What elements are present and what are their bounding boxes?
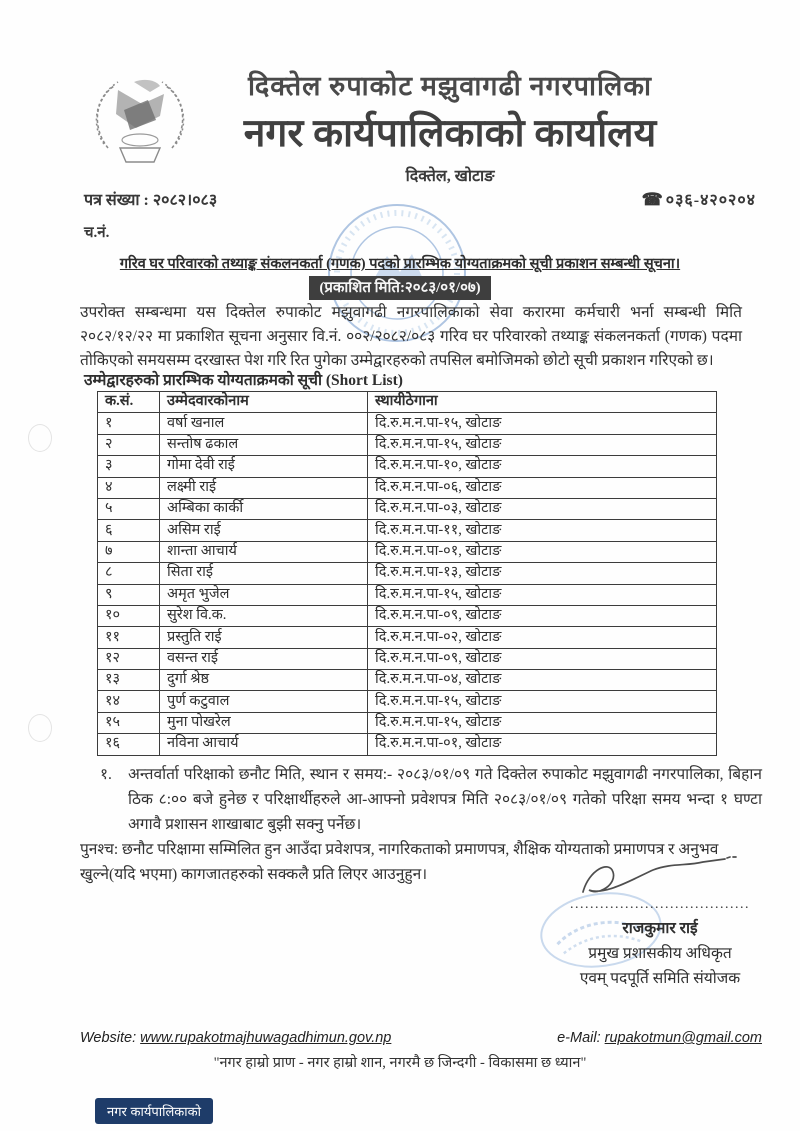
table-cell: लक्ष्मी राई bbox=[160, 477, 368, 498]
table-cell: २ bbox=[98, 434, 160, 455]
signature-line: .................................... bbox=[570, 900, 750, 910]
website: Website: www.rupakotmajhuwagadhimun.gov.np bbox=[80, 1030, 392, 1046]
table-cell: नविना आचार्य bbox=[160, 734, 368, 755]
note-number: १. bbox=[100, 766, 112, 783]
table-cell: दि.रु.म.न.पा-१५, खोटाङ bbox=[368, 691, 717, 712]
table-cell: १ bbox=[98, 413, 160, 434]
footer-links bbox=[80, 1030, 762, 1046]
signature-block bbox=[540, 852, 780, 988]
table-cell: गोमा देवी राई bbox=[160, 456, 368, 477]
table-cell: दुर्गा श्रेष्ठ bbox=[160, 670, 368, 691]
table-cell: पुर्ण कटुवाल bbox=[160, 691, 368, 712]
postscript-note: पुनश्च: छनौट परिक्षामा सम्मिलित हुन आउँदा प्रवेशपत्र, नागरिकताको प्रमाणपत्र, शैक्षिक योग्यताको प्रमाणपत्र र अनुभव खुल्ने(यदि भएमा) कागजातहरुको सक्कलै प्रति लिएर आउनुहुन। bbox=[80, 841, 719, 883]
notice-body: उपरोक्त सम्बन्धमा यस दिक्तेल रुपाकोट मझुवागढी नगरपालिकाको सेवा करारमा कर्मचारी भर्ना सम्बन्धी मिति २०८२/१२/२२ मा प्रकाशित सूचना अनुसार वि.नं. ००२/२०८२/०८३ गरिव घर परिवारको तथ्याङ्क संकलनकर्ता (गणक) पदमा तोकिएको समयसम्म दरखास्त पेश गरि रित पुगेका उम्मेद्वारहरुको तपसिल बमोजिमको छोटो सूची प्रकाशन गरिएको छ। bbox=[80, 304, 742, 369]
letter-number: पत्र संख्या : २०८२।०८३ bbox=[84, 192, 218, 209]
table-cell: १२ bbox=[98, 648, 160, 669]
signature-scribble bbox=[575, 852, 745, 900]
note-item-1 bbox=[100, 762, 762, 837]
website-link[interactable]: www.rupakotmajhuwagadhimun.gov.np bbox=[140, 1030, 392, 1046]
table-row bbox=[98, 648, 717, 669]
phone-number: ☎ ०३६-४२०२०४ bbox=[641, 190, 756, 209]
table-cell: दि.रु.म.न.पा-०९, खोटाङ bbox=[368, 648, 717, 669]
table-row bbox=[98, 605, 717, 626]
table-cell: दि.रु.म.न.पा-०१, खोटाङ bbox=[368, 541, 717, 562]
shortlist-title: उम्मेद्वारहरुको प्रारम्भिक योग्यताक्रमको सूची (Short List) bbox=[84, 372, 403, 389]
email: e-Mail: rupakotmun@gmail.com bbox=[557, 1030, 762, 1046]
table-cell: दि.रु.म.न.पा-१५, खोटाङ bbox=[368, 584, 717, 605]
table-cell: सन्तोष ढकाल bbox=[160, 434, 368, 455]
table-cell: ७ bbox=[98, 541, 160, 562]
table-row bbox=[98, 477, 717, 498]
table-cell: वर्षा खनाल bbox=[160, 413, 368, 434]
table-cell: दि.रु.म.न.पा-१५, खोटाङ bbox=[368, 434, 717, 455]
table-row bbox=[98, 520, 717, 541]
viewer-filename-toast: नगर कार्यपालिकाको bbox=[95, 1098, 213, 1124]
table-cell: दि.रु.म.न.पा-१५, खोटाङ bbox=[368, 712, 717, 733]
ref-number-label: च.नं. bbox=[84, 225, 110, 241]
column-header: उम्मेदवारकोनाम bbox=[160, 392, 368, 413]
table-cell: १० bbox=[98, 605, 160, 626]
office-name: नगर कार्यपालिकाको कार्यालय bbox=[243, 112, 657, 155]
municipality-name: दिक्तेल रुपाकोट मझुवागढी नगरपालिका bbox=[247, 71, 653, 101]
table-row bbox=[98, 712, 717, 733]
column-header: क.सं. bbox=[98, 392, 160, 413]
table-cell: १६ bbox=[98, 734, 160, 755]
table-cell: दि.रु.म.न.पा-१३, खोटाङ bbox=[368, 563, 717, 584]
table-cell: वसन्त राई bbox=[160, 648, 368, 669]
table-cell: दि.रु.म.न.पा-११, खोटाङ bbox=[368, 520, 717, 541]
table-cell: १३ bbox=[98, 670, 160, 691]
table-cell: सुरेश वि.क. bbox=[160, 605, 368, 626]
table-row bbox=[98, 691, 717, 712]
table-cell: १५ bbox=[98, 712, 160, 733]
email-link[interactable]: rupakotmun@gmail.com bbox=[604, 1030, 762, 1046]
table-cell: दि.रु.म.न.पा-०१, खोटाङ bbox=[368, 734, 717, 755]
municipal-slogan: "नगर हाम्रो प्राण - नगर हाम्रो शान, नगरमै छ जिन्दगी - विकासमा छ ध्यान" bbox=[213, 1055, 587, 1071]
table-row bbox=[98, 413, 717, 434]
table-cell: दि.रु.म.न.पा-०४, खोटाङ bbox=[368, 670, 717, 691]
table-cell: दि.रु.म.न.पा-०२, खोटाङ bbox=[368, 627, 717, 648]
table-row bbox=[98, 498, 717, 519]
table-cell: दि.रु.म.न.पा-०३, खोटाङ bbox=[368, 498, 717, 519]
table-cell: ८ bbox=[98, 563, 160, 584]
table-cell: दि.रु.म.न.पा-०९, खोटाङ bbox=[368, 605, 717, 626]
table-cell: प्रस्तुति राई bbox=[160, 627, 368, 648]
office-location: दिक्तेल, खोटाङ bbox=[405, 168, 495, 185]
table-cell: दि.रु.म.न.पा-०६, खोटाङ bbox=[368, 477, 717, 498]
punch-hole bbox=[28, 714, 52, 742]
signatory-title-2: एवम् पदपूर्ति समिति संयोजक bbox=[579, 970, 741, 987]
table-row bbox=[98, 670, 717, 691]
telephone-icon: ☎ bbox=[641, 190, 664, 209]
signatory-title-1: प्रमुख प्रशासकीय अधिकृत bbox=[588, 945, 732, 962]
punch-hole bbox=[28, 424, 52, 452]
table-cell: मुना पोखरेल bbox=[160, 712, 368, 733]
table-cell: ६ bbox=[98, 520, 160, 541]
shortlist-table bbox=[97, 391, 717, 756]
note-text: अन्तर्वार्ता परिक्षाको छनौट मिति, स्थान र समय:- २०८३/०१/०९ गते दिक्तेल रुपाकोट मझुवागढी नगरपालिका, बिहान ठिक ८:०० बजे हुनेछ र परिक्षार्थीहरुले आ-आफ्नो प्रवेशपत्र मिति २०८३/०१/०९ गतेको परिक्षा समय भन्दा १ घण्टा अगावै प्रशासन शाखाबाट बुझी सक्नु पर्नेछ। bbox=[128, 766, 762, 833]
table-cell: ५ bbox=[98, 498, 160, 519]
column-header: स्थायीठेगाना bbox=[368, 392, 717, 413]
table-cell: ९ bbox=[98, 584, 160, 605]
table-cell: अम्बिका कार्की bbox=[160, 498, 368, 519]
table-row bbox=[98, 434, 717, 455]
table-row bbox=[98, 563, 717, 584]
notice-subject: गरिव घर परिवारको तथ्याङ्क संकलनकर्ता (गणक) पदको प्रारम्भिक योग्यताक्रमको सूची प्रकाशन सम्बन्धी सूचना। bbox=[119, 256, 681, 272]
table-row bbox=[98, 456, 717, 477]
table-cell: अमृत भुजेल bbox=[160, 584, 368, 605]
municipal-emblem-logo bbox=[90, 70, 190, 174]
table-row bbox=[98, 584, 717, 605]
signatory-name: राजकुमार राई bbox=[622, 920, 698, 937]
table-cell: दि.रु.म.न.पा-१०, खोटाङ bbox=[368, 456, 717, 477]
table-row bbox=[98, 734, 717, 755]
table-cell: ११ bbox=[98, 627, 160, 648]
table-cell: सिता राई bbox=[160, 563, 368, 584]
published-date-badge: (प्रकाशित मिति:२०८३/०१/०७) bbox=[309, 276, 490, 300]
table-cell: ४ bbox=[98, 477, 160, 498]
table-cell: असिम राई bbox=[160, 520, 368, 541]
table-cell: दि.रु.म.न.पा-१५, खोटाङ bbox=[368, 413, 717, 434]
table-cell: शान्ता आचार्य bbox=[160, 541, 368, 562]
table-cell: ३ bbox=[98, 456, 160, 477]
table-row bbox=[98, 541, 717, 562]
table-row bbox=[98, 627, 717, 648]
table-cell: १४ bbox=[98, 691, 160, 712]
table-header-row bbox=[98, 392, 717, 413]
